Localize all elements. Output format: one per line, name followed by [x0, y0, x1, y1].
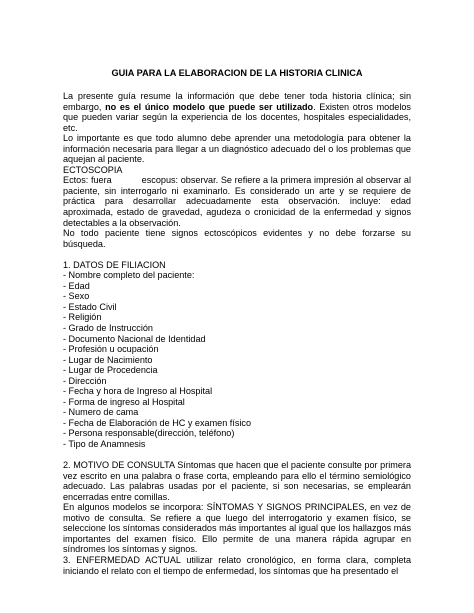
- ectoscopia-text: escopus: observar. Se refiere a la primera impresión al observar al paciente, sin interrogarlo ni examinarlo. Es considerado un arte y se requiere de práctica para desarrollar adecuadamente esta observación. incluye: edad aproximada, estado de gravedad, agudeza o cronicidad de la enfermedad y signos detectables a la observación.: [63, 175, 411, 228]
- list-item: - Sexo: [63, 291, 90, 302]
- section1-heading: 1. DATOS DE FILIACION: [63, 259, 166, 270]
- list-item: - Documento Nacional de Identidad: [63, 333, 206, 344]
- ectoscopia-heading: ECTOSCOPIA: [63, 164, 123, 175]
- list-item: - Profesión u ocupación: [63, 344, 159, 355]
- section2-alternative-paragraph: En algunos modelos se incorpora: SÍNTOMAS Y SIGNOS PRINCIPALES, en vez de motivo de consulta. Se refiere a que luego del interrogatorio y examen físico, se seleccione los síntomas considerados más importantes al igual que los hallazgos más importantes del examen físico. Ello permite de una manera rápida agrupar en síndromes los síntomas y signos.: [63, 502, 411, 555]
- intro-paragraph: [63, 91, 411, 133]
- section2-paragraph: 2. MOTIVO DE CONSULTA Síntomas que hacen que el paciente consulte por primera vez escrito en una palabra o frase corta, empleando para ello el término semiológico adecuado. Las palabras usadas por el paciente, si son necesarias, se emplearán encerradas entre comillas.: [63, 460, 411, 502]
- document-title: GUIA PARA LA ELABORACION DE LA HISTORIA CLINICA: [111, 68, 363, 78]
- filiation-list: [63, 270, 411, 449]
- list-item: - Fecha y hora de Ingreso al Hospital: [63, 386, 213, 397]
- list-item: - Tipo de Anamnesis: [63, 439, 146, 449]
- intro-bold-note: no es el único modelo que puede ser utilizado: [105, 101, 314, 112]
- list-item: - Lugar de Nacimiento: [63, 354, 153, 365]
- list-item: - Estado Civil: [63, 301, 117, 312]
- list-item: - Edad: [63, 280, 90, 291]
- list-item: - Nombre completo del paciente:: [63, 270, 195, 281]
- list-item: - Forma de ingreso al Hospital: [63, 396, 185, 407]
- document-body: [63, 68, 411, 576]
- list-item: - Grado de Instrucción: [63, 322, 153, 333]
- list-item: - Numero de cama: [63, 407, 139, 418]
- intro-text-end: . Existen otros modelos que pueden variar según la experiencia de los docentes, hospitales especialidades, etc.: [63, 101, 411, 133]
- list-item: - Religión: [63, 312, 102, 323]
- list-item: - Persona responsable(dirección, teléfono): [63, 428, 235, 439]
- list-item: - Fecha de Elaboración de HC y examen físico: [63, 417, 252, 428]
- section3-paragraph: 3. ENFERMEDAD ACTUAL utilizar relato cronológico, en forma clara, completa iniciando el relato con el tiempo de enfermedad, los síntomas que ha presentado el: [63, 554, 411, 576]
- intro-text-start: La presente guía resume la información que debe tener toda historia clínica; sin embargo,: [63, 91, 411, 112]
- list-item: - Dirección: [63, 375, 107, 386]
- ectos-label: Ectos: fuera: [63, 175, 112, 186]
- ectoscopia-paragraph: [63, 175, 411, 228]
- methodology-paragraph: Lo importante es que todo alumno debe aprender una metodología para obtener la información necesaria para llegar a un diagnóstico adecuado del o los problemas que aquejan al paciente.: [63, 133, 411, 165]
- list-item: - Lugar de Procedencia: [63, 365, 158, 376]
- ectoscopia-note: No todo paciente tiene signos ectoscópicos evidentes y no debe forzarse su búsqueda.: [63, 228, 411, 249]
